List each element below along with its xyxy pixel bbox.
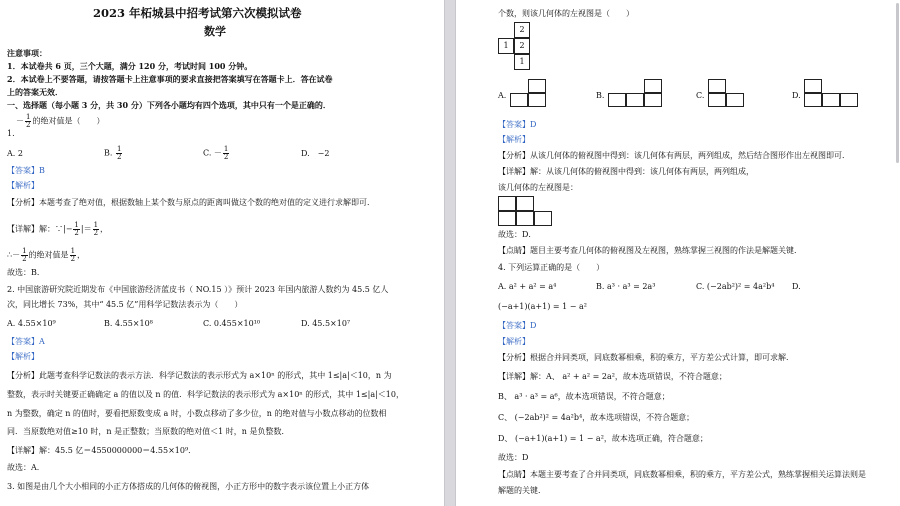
note-line-2: 2．本试卷上不要答题，请按答题卡上注意事项的要求直接把答案填写在答题卡上．答在试卷: [7, 74, 333, 84]
q3-xiangjie: 【详解】解：从该几何体的俯视图中得到：该几何体有两层，两列组成，: [498, 167, 754, 176]
q4-line-d: D、 (−a+1)(a+1) = 1 − a²，故本选项正确，符合题意；: [498, 434, 708, 443]
right-page: [456, 0, 900, 506]
q4-conclusion: 故选：D: [498, 453, 529, 462]
q3-fenxi: 【分析】从该几何体的俯视图中得到：该几何体有两层，两列组成，然后结合图形作出左视图即可．: [498, 151, 850, 160]
q4-option-d-label: D.: [792, 282, 801, 291]
q2-stem-line-2: 次，同比增长 73%，其中“ 45.5 亿”用科学记数法表示为（ ）: [7, 300, 243, 309]
q3-analysis-label: 【解析】: [498, 135, 530, 144]
q3-stem: 3. 如图是由几个大小相同的小正方体搭成的几何体的俯视图，小正方形中的数字表示该位置上小正方体: [7, 482, 370, 491]
top-view-cell: 1: [514, 54, 530, 70]
q2-option-a: A. 4.55×10⁹: [7, 319, 56, 328]
q3-dianjing: 【点睛】题目主要考查几何体的俯视图及左视图，熟练掌握三视图的作法是解题关键．: [498, 246, 802, 255]
q2-analysis-label: 【解析】: [7, 352, 39, 361]
q3-option-a-figure: [510, 79, 546, 107]
q3-option-a-label: A.: [498, 91, 507, 100]
q1-option-c: C. － $\frac{1}{2}$: [203, 145, 229, 161]
notes-heading: 注意事项：: [7, 48, 47, 58]
q1-prompt: － $\frac{1}{2}$ 的绝对值是（ ）: [16, 113, 105, 129]
q2-fenxi-3: n 为整数，确定 n 的值时，要看把原数变成 a 时，小数点移动了多少位，n 的绝对值与小数点移动的位数相: [7, 409, 387, 418]
q1-option-d: D. −2: [301, 149, 330, 158]
top-view-cell: 2: [514, 38, 530, 54]
q4-stem: 4. 下列运算正确的是（ ）: [498, 263, 605, 272]
q3-option-b-figure: [608, 79, 662, 107]
q3-option-d-label: D.: [792, 91, 801, 100]
q3-left-view-figure: [498, 196, 552, 226]
q4-answer: 【答案】D: [498, 321, 537, 330]
page-gutter: [444, 0, 456, 506]
q4-option-b: B. a³ · a³ = 2a³: [596, 282, 656, 291]
left-page: [0, 0, 444, 506]
q3-option-c-figure: [708, 79, 744, 107]
scrollbar[interactable]: [896, 3, 899, 163]
q2-option-b: B. 4.55×10⁸: [104, 319, 153, 328]
q3-option-c-label: C.: [696, 91, 705, 100]
top-view-cell: 2: [514, 22, 530, 38]
q4-xiangjie: 【详解】解：A、 a² + a² = 2a²，故本选项错误，不符合题意；: [498, 372, 727, 381]
exam-title: 2023 年柘城县中招考试第六次模拟试卷: [93, 6, 302, 20]
q4-analysis-label: 【解析】: [498, 337, 530, 346]
q3-top-view-figure: [498, 22, 546, 70]
q3-conclusion: 故选：D．: [498, 230, 537, 239]
q1-xiangjie: 【详解】解：∵|− $\frac{1}{2}$ |＝ $\frac{1}{2}$ ，: [7, 221, 109, 237]
q4-dianjing-2: 解题的关键．: [498, 486, 546, 495]
q1-fenxi: 【分析】本题考查了绝对值，根据数轴上某个数与原点的距离叫做这个数的绝对值的定义进行求解即可．: [7, 198, 375, 207]
q4-dianjing-1: 【点睛】本题主要考查了合并同类项，同底数幂相乘，积的乘方，平方差公式，熟练掌握相关运算法则是: [498, 470, 866, 479]
q2-stem-line-1: 2. 中国旅游研究院近期发布《中国旅游经济蓝皮书（ NO.15 ）》预计 2023 年国内旅游人数约为 45.5 亿人: [7, 285, 389, 294]
section-1-heading: 一、选择题（每小题 3 分，共 30 分）下列各小题均有四个选项，其中只有一个是正确的．: [7, 100, 331, 110]
q3-option-b-label: B.: [596, 91, 605, 100]
q3-left-view-caption: 该几何体的左视图是：: [498, 183, 578, 192]
subject-title: 数学: [204, 25, 226, 38]
q2-xiangjie: 【详解】解：45.5 亿＝4550000000＝4.55×10⁹．: [7, 446, 197, 455]
top-view-cell: 1: [498, 38, 514, 54]
note-line-3: 上的答案无效．: [7, 87, 63, 97]
q2-option-d: D. 45.5×10⁷: [301, 319, 351, 328]
q4-option-a: A. a² + a² = a⁴: [498, 282, 557, 291]
note-line-1: 1．本试卷共 6 页，三个大题，满分 120 分，考试时间 100 分钟。: [7, 61, 253, 71]
q4-option-d-expr: (−a+1)(a+1) = 1 − a²: [498, 302, 587, 311]
q4-line-c: C、 (−2ab²)² = 4a²b⁴，故本选项错误，不符合题意；: [498, 413, 695, 422]
q3-option-d-figure: [804, 79, 858, 107]
q4-fenxi: 【分析】根据合并同类项，同底数幂相乘，积的乘方，平方差公式计算，即可求解．: [498, 353, 794, 362]
q3-answer: 【答案】D: [498, 120, 537, 129]
q1-number: 1.: [7, 129, 15, 138]
q2-fenxi-1: 【分析】此题考查科学记数法的表示方法．科学记数法的表示形式为 a×10ⁿ 的形式，其中 1≤|a|＜10，n 为: [7, 371, 392, 380]
q1-answer: 【答案】B: [7, 166, 45, 175]
q4-option-c: C. (−2ab²)² = 4a²b⁴: [696, 282, 775, 291]
q2-fenxi-2: 整数，表示时关键要正确确定 a 的值以及 n 的值．科学记数法的表示形式为 a×10ⁿ 的形式，其中 1≤|a|＜10，: [7, 390, 404, 399]
q3-stem-cont: 个数，则该几何体的左视图是（ ）: [498, 9, 634, 18]
q2-option-c: C. 0.455×10¹⁰: [203, 319, 261, 328]
q1-analysis-label: 【解析】: [7, 181, 39, 190]
q1-option-a: A. 2: [7, 149, 23, 158]
q2-fenxi-4: 同．当原数绝对值≥10 时，n 是正整数；当原数的绝对值＜1 时，n 是负整数．: [7, 427, 290, 436]
q2-conclusion: 故选：A．: [7, 463, 45, 472]
q1-conclusion: 故选：B．: [7, 268, 45, 277]
fraction: $\frac{1}{2}$: [26, 113, 31, 129]
q4-line-b: B、 a³ · a³ = a⁶，故本选项错误，不符合题意；: [498, 392, 670, 401]
q1-option-b: B. $\frac{1}{2}$: [104, 145, 122, 161]
q2-answer: 【答案】A: [7, 337, 45, 346]
q1-therefore: ∴－ $\frac{1}{2}$ 的绝对值是 $\frac{1}{2}$ ，: [7, 247, 86, 263]
